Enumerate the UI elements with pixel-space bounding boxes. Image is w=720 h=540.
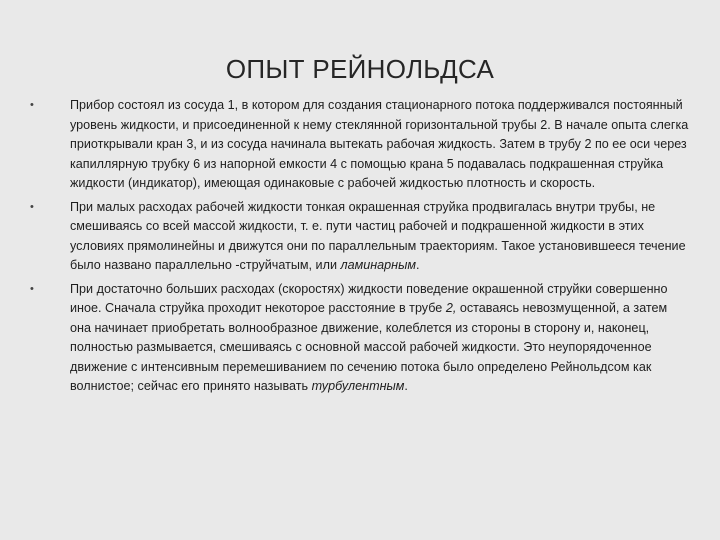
bullet-point: • [30,200,34,213]
paragraph-tail: . [416,258,420,272]
italic-term: турбулентным [311,379,405,393]
bullet-item-apparatus [30,96,690,194]
italic-term: ламинарным [340,258,416,272]
paragraph-text: При достаточно больших расходах (скоростях) жидкости поведение окрашенной струйки совершенно иное. Сначала струйка проходит некоторое расстояние в трубе [70,281,668,315]
bullet-item-laminar [30,198,690,276]
bullet-item-turbulent [30,280,690,397]
slide-title: ОПЫТ РЕЙНОЛЬДСА [225,54,495,84]
bullet-point: • [30,282,34,295]
bullet-list [30,96,690,397]
paragraph-text-continued: оставаясь невозмущенной, а затем она начинает приобретать волнообразное движение, колеблется из стороны в сторону и, наконец, полностью размывается, смешиваясь с основной массой рабочей жидкости. Это неупорядоченное движение с интенсивным перемешиванием по сечению потока было определено Рейнольдсом как волнистое; сейчас его принято называть [70,301,668,393]
italic-term: 2, [445,301,457,315]
paragraph-text: Прибор состоял из сосуда 1, в котором для создания стационарного потока поддерживался постоянный уровень жидкости, и присоединенной к нему стеклянной горизонтальной трубы 2. В начале опыта слегка приоткрывали кран 3, и из сосуда начинала вытекать рабочая жидкость. Затем в трубу 2 по ее оси через капиллярную трубку 6 из напорной емкости 4 с помощью крана 5 подавалась подкрашенная струйка жидкости (индикатор), имеющая одинаковые с рабочей жидкостью плотность и скорость. [70,98,689,190]
paragraph-tail: . [404,379,408,393]
bullet-point: • [30,99,34,111]
paragraph-text: При малых расходах рабочей жидкости тонкая окрашенная струйка продвигалась внутри трубы, не смешиваясь со всей массой жидкости, т. е. пути частиц рабочей и подкрашенной жидкости в этих условиях прямолинейны и движутся они по параллельным траекториям. Такое установившееся течение было названо параллельно -струйчатым, или [70,199,686,272]
